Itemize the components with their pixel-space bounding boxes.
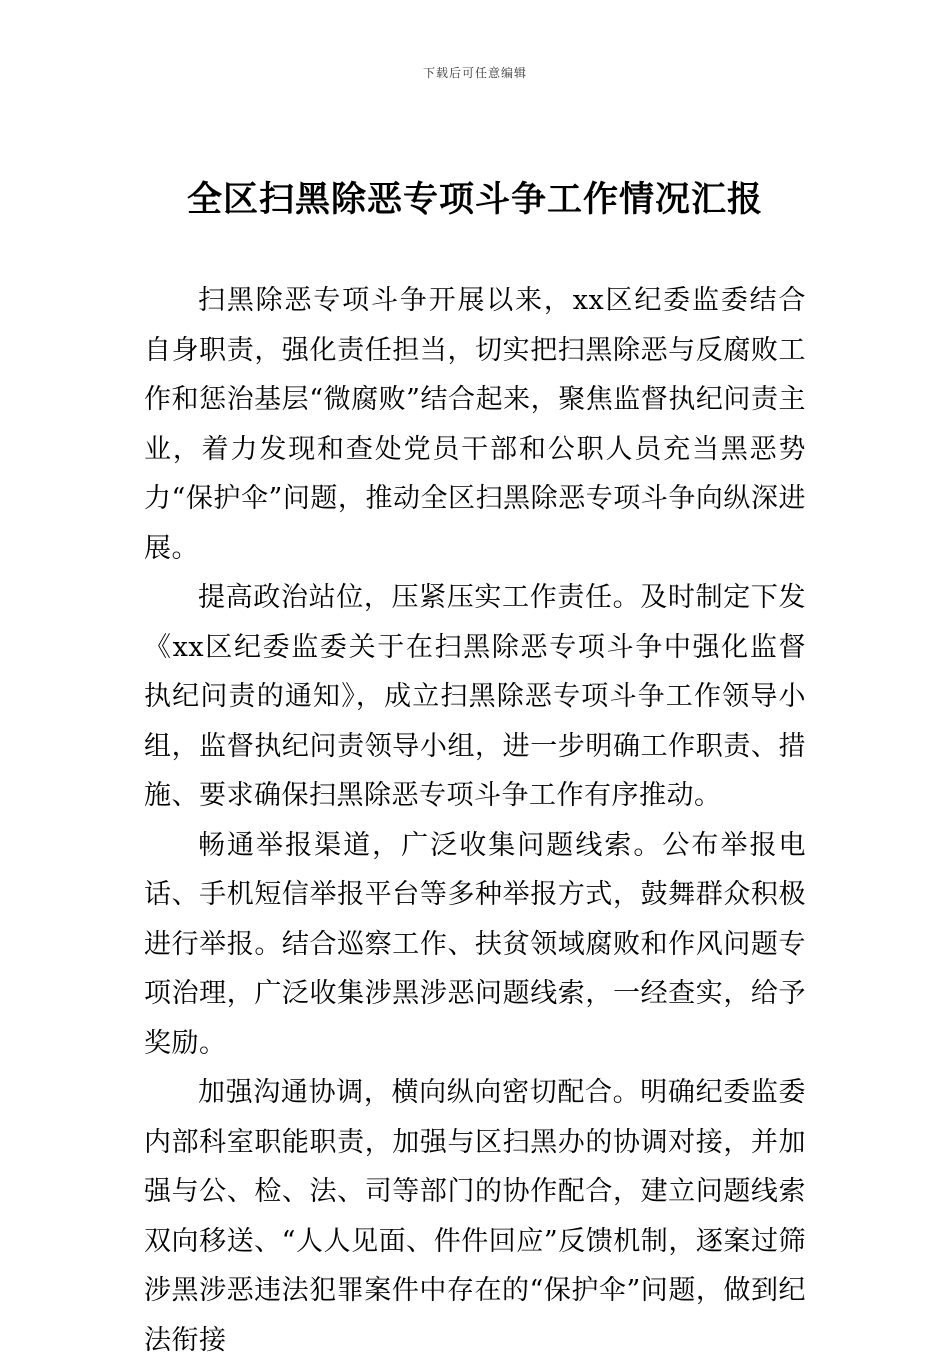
paragraph: 扫黑除恶专项斗争开展以来，xx区纪委监委结合自身职责，强化责任担当，切实把扫黑除恶与反腐败工作和惩治基层“微腐败”结合起来，聚焦监督执纪问责主业，着力发现和查处党员干部和公职人员充当黑恶势力“保护伞”问题，推动全区扫黑除恶专项斗争向纵深进展。 [144, 285, 806, 564]
paragraph: 提高政治站位，压紧压实工作责任。及时制定下发《xx区纪委监委关于在扫黑除恶专项斗争中强化监督执纪问责的通知》，成立扫黑除恶专项斗争工作领导小组，监督执纪问责领导小组，进一步明确工作职责、措施、要求确保扫黑除恶专项斗争工作有序推动。 [144, 582, 806, 811]
paragraph: 畅通举报渠道，广泛收集问题线索。公布举报电话、手机短信举报平台等多种举报方式，鼓舞群众积极进行举报。结合巡察工作、扶贫领域腐败和作风问题专项治理，广泛收集涉黑涉恶问题线索，一经查实，给予奖励。 [144, 829, 806, 1059]
paragraph: 加强沟通协调，横向纵向密切配合。明确纪委监委内部科室职能职责，加强与区扫黑办的协调对接，并加强与公、检、法、司等部门的协作配合，建立问题线索双向移送、“人人见面、件件回应”反馈机制，逐案过筛涉黑涉恶违法犯罪案件中存在的“保护伞”问题，做到纪法衔接 [144, 1077, 806, 1356]
document-title: 全区扫黑除恶专项斗争工作情况汇报 [186, 180, 763, 220]
document-body [144, 276, 806, 1365]
header-note: 下载后可任意编辑 [422, 66, 527, 80]
